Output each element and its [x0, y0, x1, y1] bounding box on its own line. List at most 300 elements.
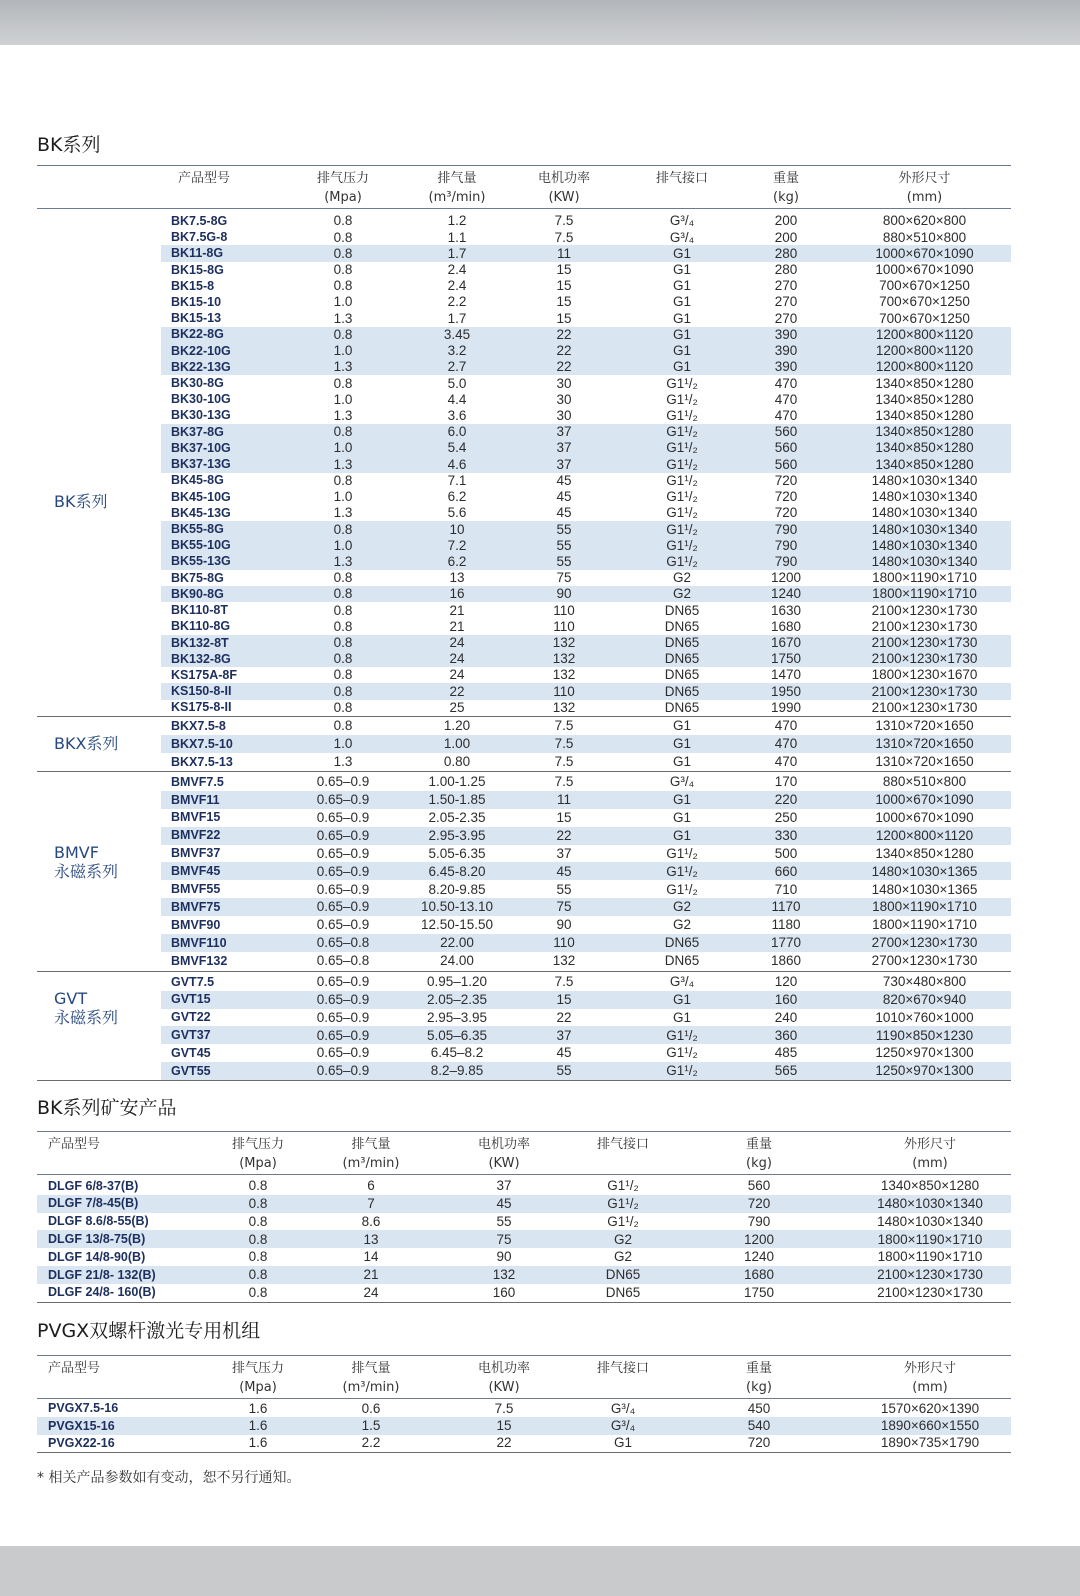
table-row — [37, 1400, 1011, 1417]
table-row — [161, 1009, 1011, 1027]
section-title-bk-series: BK系列 — [37, 134, 101, 156]
cell-weight: 1200 — [770, 570, 802, 586]
cell-model: DLGF 13/8-75(B) — [48, 1232, 146, 1247]
header-cells — [161, 169, 1011, 208]
table-row — [161, 602, 1011, 618]
cell-weight: 710 — [774, 881, 798, 897]
cell-flow: 2.2 — [361, 1435, 381, 1451]
column-header-pressure — [205, 1359, 311, 1398]
cell-flow: 3.6 — [447, 407, 467, 423]
cell-flow: 22.00 — [440, 935, 474, 951]
cell-weight: 790 — [774, 537, 798, 553]
cell-port: G1¹/₂ — [607, 1178, 639, 1194]
cell-port: G2 — [672, 917, 691, 933]
cell-port: DN65 — [664, 651, 700, 667]
cell-power: 110 — [553, 618, 575, 634]
cell-weight: 200 — [774, 213, 798, 229]
cell-flow: 3.2 — [447, 343, 467, 359]
cell-flow: 5.05–6.35 — [426, 1027, 488, 1043]
cell-dimensions: 1000×670×1090 — [875, 809, 974, 825]
cell-dimensions: 1010×760×1000 — [875, 1009, 974, 1025]
cell-flow: 1.20 — [443, 718, 471, 734]
cell-model: BK30-10G — [171, 392, 231, 407]
column-header-unit: (m³/min) — [342, 1156, 400, 1171]
column-header-label: 排气压力 — [231, 1361, 284, 1376]
column-header-label: 产品型号 — [48, 1137, 101, 1152]
cell-pressure: 0.65–0.9 — [316, 792, 370, 808]
cell-flow: 13 — [449, 570, 465, 586]
cell-port: G1¹/₂ — [666, 553, 698, 569]
cell-model: BK132-8T — [171, 635, 229, 650]
cell-dimensions: 1340×850×1280 — [875, 391, 974, 407]
cell-pressure: 0.8 — [248, 1284, 268, 1300]
cell-weight: 160 — [774, 991, 798, 1007]
cell-pressure: 1.0 — [333, 440, 353, 456]
cell-port: G1 — [672, 991, 691, 1007]
cell-pressure: 1.0 — [333, 537, 353, 553]
table-row — [161, 424, 1011, 440]
cell-power: 37 — [556, 845, 572, 861]
column-header-label: 外形尺寸 — [903, 1361, 956, 1376]
header-spacer — [37, 169, 161, 208]
cell-pressure: 0.65–0.9 — [316, 827, 370, 843]
series-group-rows — [161, 972, 1011, 1080]
cell-weight: 1240 — [743, 1249, 775, 1265]
cell-pressure: 0.8 — [248, 1231, 268, 1247]
table-row — [161, 213, 1011, 229]
table-row — [161, 667, 1011, 683]
table-row — [161, 440, 1011, 456]
cell-flow: 0.80 — [443, 754, 471, 770]
cell-port: G1¹/₂ — [666, 375, 698, 391]
series-group-label-line: BK系列 — [54, 492, 108, 511]
cell-dimensions: 2700×1230×1730 — [871, 935, 978, 951]
cell-port: G1 — [672, 792, 691, 808]
cell-port: G1¹/₂ — [666, 845, 698, 861]
cell-port: G1 — [672, 359, 691, 375]
cell-power: 132 — [552, 651, 576, 667]
table-row — [161, 898, 1011, 916]
cell-dimensions: 1480×1030×1340 — [871, 489, 978, 505]
cell-weight: 470 — [774, 736, 798, 752]
cell-pressure: 0.65–0.9 — [316, 991, 370, 1007]
cell-weight: 1990 — [770, 699, 802, 715]
cell-dimensions: 1200×800×1120 — [875, 343, 974, 359]
cell-flow: 24 — [449, 635, 465, 651]
cell-weight: 720 — [747, 1435, 771, 1451]
cell-model: DLGF 6/8-37(B) — [48, 1178, 139, 1193]
cell-port: G1¹/₂ — [666, 881, 698, 897]
table-row — [161, 408, 1011, 424]
cell-weight: 1680 — [770, 618, 802, 634]
cell-weight: 390 — [774, 326, 798, 342]
column-header-flow — [311, 1135, 431, 1174]
cell-pressure: 0.65–0.8 — [316, 953, 370, 969]
section-title-pvgx-laser-units: PVGX双螺杆激光专用机组 — [37, 1320, 261, 1342]
table-row — [161, 717, 1011, 735]
cell-model: BK75-8G — [171, 570, 224, 585]
cell-weight: 270 — [774, 278, 798, 294]
cell-model: BMVF7.5 — [171, 774, 224, 789]
series-group-rows — [161, 717, 1011, 771]
cell-flow: 4.4 — [447, 391, 467, 407]
cell-dimensions: 1310×720×1650 — [875, 754, 974, 770]
table-row — [161, 952, 1011, 970]
series-group-label — [37, 209, 161, 716]
cell-flow: 1.1 — [447, 229, 467, 245]
cell-power: 45 — [556, 863, 572, 879]
cell-model: GVT37 — [171, 1028, 211, 1043]
cell-dimensions: 700×670×1250 — [879, 294, 970, 310]
cell-model: KS175A-8F — [171, 667, 237, 682]
cell-pressure: 1.3 — [333, 456, 353, 472]
column-header-label: 重量 — [745, 1361, 772, 1376]
header-cells — [37, 1359, 1011, 1398]
cell-pressure: 0.65–0.9 — [316, 881, 370, 897]
column-header-label: 排气量 — [351, 1137, 391, 1152]
cell-weight: 270 — [774, 294, 798, 310]
cell-pressure: 0.8 — [333, 651, 353, 667]
cell-power: 15 — [556, 294, 572, 310]
cell-dimensions: 2100×1230×1730 — [877, 1284, 983, 1300]
cell-model: BK37-13G — [171, 457, 231, 472]
cell-dimensions: 2100×1230×1730 — [871, 618, 978, 634]
cell-dimensions: 1340×850×1280 — [880, 1178, 980, 1194]
cell-power: 22 — [556, 326, 572, 342]
cell-dimensions: 1890×735×1790 — [880, 1435, 980, 1451]
series-group-label — [37, 772, 161, 971]
cell-pressure: 1.6 — [248, 1435, 268, 1451]
column-header-label: 电机功率 — [477, 1361, 530, 1376]
cell-port: DN65 — [664, 683, 700, 699]
cell-flow: 2.4 — [447, 262, 467, 278]
cell-model: BKX7.5-13 — [171, 754, 233, 769]
cell-model: DLGF 7/8-45(B) — [48, 1196, 139, 1211]
cell-dimensions: 1200×800×1120 — [875, 326, 974, 342]
series-group-label-line: GVT — [54, 989, 88, 1008]
column-header-label: 产品型号 — [178, 171, 231, 186]
cell-dimensions: 880×510×800 — [882, 229, 967, 245]
table-row — [161, 827, 1011, 845]
cell-flow: 2.05–2.35 — [426, 991, 488, 1007]
column-header-label: 排气压力 — [316, 171, 369, 186]
cell-model: BK15-8 — [171, 278, 215, 293]
cell-dimensions: 2100×1230×1730 — [871, 651, 978, 667]
cell-model: BK15-8G — [171, 262, 224, 277]
cell-model: BMVF90 — [171, 917, 221, 932]
cell-flow: 0.6 — [361, 1400, 381, 1416]
cell-pressure: 0.8 — [333, 262, 353, 278]
series-group — [37, 717, 1011, 772]
column-header-unit: (kg) — [746, 1156, 772, 1171]
cell-weight: 470 — [774, 391, 798, 407]
cell-weight: 660 — [774, 863, 798, 879]
table-row — [161, 278, 1011, 294]
column-header-port — [614, 169, 750, 208]
table-row — [161, 773, 1011, 791]
cell-dimensions: 1800×1190×1710 — [877, 1231, 983, 1247]
table-row — [161, 618, 1011, 634]
table-row — [161, 586, 1011, 602]
cell-weight: 470 — [774, 407, 798, 423]
cell-power: 45 — [556, 1045, 572, 1061]
cell-pressure: 0.65–0.9 — [316, 863, 370, 879]
cell-flow: 2.4 — [447, 278, 467, 294]
table-row — [161, 753, 1011, 771]
cell-pressure: 0.8 — [333, 245, 353, 261]
series-group-label-line: BKX系列 — [54, 734, 119, 753]
cell-model: BK132-8G — [171, 651, 231, 666]
header-cells — [37, 1135, 1011, 1174]
cell-dimensions: 1340×850×1280 — [875, 375, 974, 391]
cell-pressure: 1.3 — [333, 310, 353, 326]
cell-pressure: 0.8 — [333, 424, 353, 440]
cell-port: G³/₄ — [610, 1400, 636, 1416]
cell-power: 75 — [556, 899, 572, 915]
cell-power: 90 — [556, 917, 572, 933]
cell-power: 37 — [496, 1178, 512, 1194]
cell-port: G1¹/₂ — [666, 1063, 698, 1079]
cell-dimensions: 2100×1230×1730 — [871, 635, 978, 651]
cell-dimensions: 1800×1190×1710 — [872, 570, 977, 586]
column-header-pressure — [286, 169, 400, 208]
cell-model: BK7.5-8G — [171, 213, 228, 228]
cell-weight: 1240 — [770, 586, 802, 602]
column-header-unit: (KW) — [488, 1156, 520, 1171]
column-header-label: 外形尺寸 — [898, 171, 951, 186]
series-group-label — [37, 717, 161, 771]
column-header-unit: (Mpa) — [324, 190, 362, 205]
column-header-port — [577, 1359, 669, 1398]
cell-power: 45 — [556, 489, 572, 505]
column-header-dimensions — [822, 169, 1011, 208]
cell-flow: 25 — [449, 699, 465, 715]
column-header-label: 排气接口 — [596, 1361, 649, 1376]
cell-weight: 1750 — [743, 1284, 775, 1300]
cell-flow: 24.00 — [440, 953, 474, 969]
cell-power: 30 — [556, 407, 572, 423]
cell-port: G1 — [672, 310, 691, 326]
cell-weight: 790 — [774, 521, 798, 537]
cell-model: GVT55 — [171, 1063, 211, 1078]
cell-power: 132 — [552, 667, 576, 683]
cell-port: G2 — [672, 899, 691, 915]
cell-power: 7.5 — [494, 1400, 514, 1416]
cell-flow: 16 — [449, 586, 465, 602]
cell-flow: 21 — [449, 618, 465, 634]
cell-power: 55 — [556, 521, 572, 537]
cell-power: 22 — [556, 343, 572, 359]
cell-dimensions: 1250×970×1300 — [875, 1045, 974, 1061]
cell-flow: 2.05-2.35 — [428, 809, 486, 825]
cell-pressure: 1.0 — [333, 736, 353, 752]
cell-port: G³/₄ — [669, 229, 695, 245]
column-header-label: 电机功率 — [537, 171, 590, 186]
cell-model: KS175-8-II — [171, 700, 232, 715]
table-row — [161, 683, 1011, 699]
spec-table-mining-products — [37, 1131, 1011, 1303]
cell-flow: 5.6 — [447, 505, 467, 521]
cell-pressure: 0.8 — [333, 602, 353, 618]
cell-weight: 720 — [774, 472, 798, 488]
cell-pressure: 0.8 — [248, 1267, 268, 1283]
table-row — [37, 1266, 1011, 1284]
cell-model: GVT22 — [171, 1010, 211, 1025]
cell-weight: 1200 — [743, 1231, 775, 1247]
cell-model: BK30-13G — [171, 408, 231, 423]
cell-power: 55 — [556, 881, 572, 897]
cell-weight: 390 — [774, 359, 798, 375]
cell-dimensions: 1200×800×1120 — [875, 359, 974, 375]
cell-port: G2 — [672, 570, 691, 586]
cell-dimensions: 1800×1190×1710 — [872, 917, 977, 933]
cell-dimensions: 1250×970×1300 — [875, 1063, 974, 1079]
cell-power: 15 — [556, 809, 572, 825]
cell-pressure: 0.8 — [333, 229, 353, 245]
top-gray-band — [0, 0, 1080, 45]
cell-model: BMVF55 — [171, 882, 221, 897]
cell-power: 7.5 — [554, 229, 574, 245]
cell-pressure: 1.3 — [333, 407, 353, 423]
cell-port: G1¹/₂ — [666, 456, 698, 472]
column-header-unit: (m³/min) — [428, 190, 486, 205]
table-row — [161, 229, 1011, 245]
cell-pressure: 0.8 — [333, 213, 353, 229]
table-row — [161, 880, 1011, 898]
cell-pressure: 0.65–0.9 — [316, 845, 370, 861]
cell-port: G1 — [672, 294, 691, 310]
cell-model: BMVF37 — [171, 846, 221, 861]
column-header-unit: (KW) — [488, 1380, 520, 1395]
cell-port: G³/₄ — [669, 974, 695, 990]
cell-pressure: 0.8 — [333, 683, 353, 699]
cell-port: G1 — [672, 245, 691, 261]
cell-flow: 1.00-1.25 — [428, 774, 486, 790]
cell-port: G1 — [672, 326, 691, 342]
cell-port: G1¹/₂ — [666, 505, 698, 521]
cell-dimensions: 1480×1030×1340 — [871, 521, 978, 537]
cell-model: PVGX15-16 — [48, 1418, 115, 1433]
cell-dimensions: 1890×660×1550 — [880, 1418, 980, 1434]
series-group-label-line: 永磁系列 — [54, 862, 119, 881]
cell-power: 90 — [496, 1249, 512, 1265]
cell-flow: 1.00 — [443, 736, 471, 752]
cell-flow: 5.4 — [447, 440, 467, 456]
cell-weight: 360 — [774, 1027, 798, 1043]
cell-dimensions: 1310×720×1650 — [875, 718, 974, 734]
cell-port: G1¹/₂ — [607, 1195, 639, 1211]
table-row — [37, 1195, 1011, 1213]
cell-weight: 485 — [774, 1045, 798, 1061]
cell-weight: 1170 — [771, 899, 801, 915]
cell-dimensions: 700×670×1250 — [879, 278, 970, 294]
column-header-label: 电机功率 — [477, 1137, 530, 1152]
cell-flow: 6.45–8.2 — [430, 1045, 484, 1061]
cell-port: G1 — [613, 1435, 632, 1451]
cell-power: 90 — [556, 586, 572, 602]
cell-power: 37 — [556, 1027, 572, 1043]
cell-flow: 24 — [449, 667, 465, 683]
cell-model: BK22-10G — [171, 343, 231, 358]
cell-pressure: 1.6 — [248, 1400, 268, 1416]
cell-power: 132 — [552, 699, 576, 715]
cell-power: 7.5 — [554, 213, 574, 229]
cell-model: BK37-10G — [171, 440, 231, 455]
table-row — [37, 1230, 1011, 1248]
cell-dimensions: 1480×1030×1340 — [871, 537, 978, 553]
cell-dimensions: 700×670×1250 — [879, 310, 970, 326]
column-header-dimensions — [849, 1359, 1011, 1398]
cell-dimensions: 1310×720×1650 — [875, 736, 974, 752]
cell-dimensions: 2100×1230×1730 — [871, 699, 978, 715]
cell-weight: 790 — [747, 1213, 771, 1229]
table-row — [161, 1062, 1011, 1080]
series-group-rows — [161, 209, 1011, 716]
cell-pressure: 1.0 — [333, 343, 353, 359]
cell-power: 45 — [556, 472, 572, 488]
cell-model: BK110-8T — [171, 603, 228, 618]
table-row — [37, 1435, 1011, 1452]
cell-model: BK90-8G — [171, 586, 224, 601]
column-header-unit: (kg) — [746, 1380, 772, 1395]
cell-dimensions: 880×510×800 — [882, 774, 967, 790]
cell-flow: 7 — [367, 1195, 375, 1211]
footnote: * 相关产品参数如有变动，恕不另行通知。 — [37, 1470, 301, 1486]
cell-weight: 200 — [774, 229, 798, 245]
table-row — [161, 570, 1011, 586]
cell-weight: 470 — [774, 375, 798, 391]
cell-dimensions: 800×620×800 — [882, 213, 967, 229]
cell-dimensions: 1480×1030×1340 — [877, 1213, 983, 1229]
table-row — [161, 1044, 1011, 1062]
cell-weight: 1670 — [770, 635, 802, 651]
cell-flow: 13 — [363, 1231, 379, 1247]
cell-pressure: 0.65–0.9 — [316, 917, 370, 933]
table-row — [161, 294, 1011, 310]
cell-dimensions: 1480×1030×1340 — [877, 1195, 983, 1211]
cell-model: DLGF 14/8-90(B) — [48, 1249, 146, 1264]
cell-pressure: 0.65–0.9 — [316, 1009, 370, 1025]
cell-weight: 720 — [774, 489, 798, 505]
cell-model: GVT7.5 — [171, 974, 215, 989]
cell-pressure: 0.8 — [248, 1213, 268, 1229]
cell-flow: 24 — [449, 651, 465, 667]
column-header-unit: (kg) — [773, 190, 799, 205]
cell-weight: 560 — [774, 440, 798, 456]
cell-flow: 2.7 — [447, 359, 467, 375]
cell-port: G1¹/₂ — [666, 863, 698, 879]
cell-dimensions: 1200×800×1120 — [875, 827, 974, 843]
cell-pressure: 0.65–0.9 — [316, 774, 370, 790]
cell-model: BK45-8G — [171, 473, 224, 488]
series-group-rows — [161, 772, 1011, 971]
cell-weight: 280 — [774, 245, 798, 261]
cell-dimensions: 1340×850×1280 — [875, 845, 974, 861]
cell-port: DN65 — [605, 1284, 641, 1300]
cell-port: DN65 — [664, 699, 700, 715]
cell-port: G1 — [672, 754, 691, 770]
cell-power: 22 — [556, 1009, 572, 1025]
table-row — [161, 862, 1011, 880]
cell-flow: 5.0 — [447, 375, 467, 391]
cell-pressure: 1.0 — [333, 489, 353, 505]
cell-pressure: 0.8 — [333, 635, 353, 651]
cell-port: G1 — [672, 262, 691, 278]
cell-power: 15 — [496, 1418, 512, 1434]
table-row — [161, 375, 1011, 391]
cell-flow: 21 — [363, 1267, 379, 1283]
cell-model: BMVF75 — [171, 899, 221, 914]
